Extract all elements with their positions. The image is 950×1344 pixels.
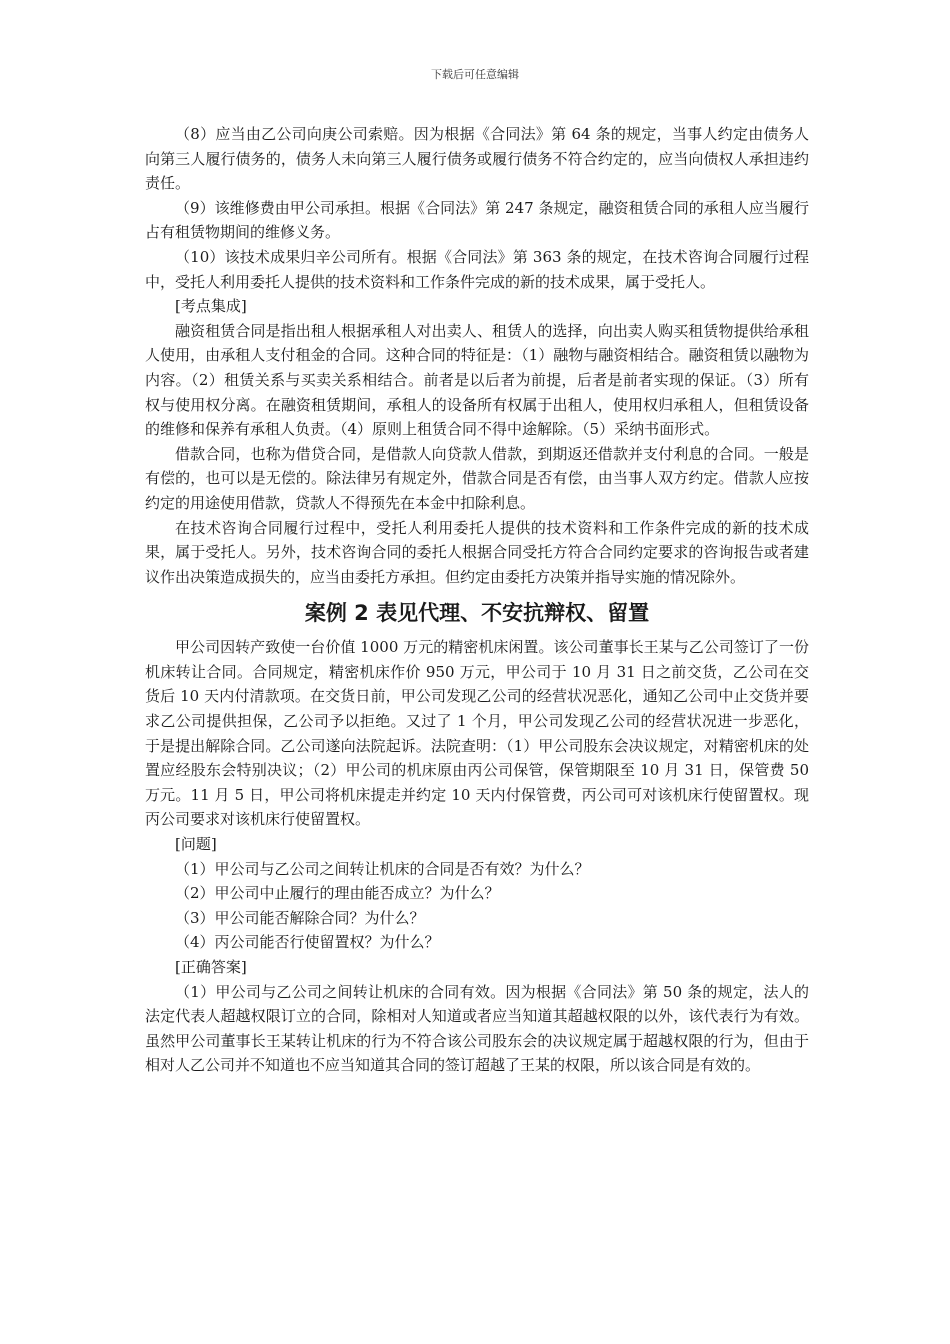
document-body: [145, 122, 809, 1078]
section-label: [问题]: [175, 835, 217, 854]
section-label: [正确答案]: [175, 958, 247, 976]
case-heading: 案例 2 表见代理、不安抗辩权、留置: [304, 601, 650, 626]
question-item: （4）丙公司能否行使留置权？为什么？: [175, 933, 440, 952]
paragraph: （9）该维修费由甲公司承担。根据《合同法》第 247 条规定，融资租赁合同的承租人应当履行占有租赁物期间的维修义务。: [145, 198, 809, 242]
paragraph: 在技术咨询合同履行过程中，受托人利用委托人提供的技术资料和工作条件完成的新的技术成果，属于受托人。另外，技术咨询合同的委托人根据合同受托方符合合同约定要求的咨询报告或者建议作出决策造成损失的，应当由委托方承担。但约定由委托方决策并指导实施的情况除外。: [145, 518, 809, 586]
question-item: （2）甲公司中止履行的理由能否成立？为什么？: [175, 884, 500, 903]
section-label: [考点集成]: [175, 297, 247, 316]
question-item: （3）甲公司能否解除合同？为什么？: [175, 908, 425, 927]
question-item: （1）甲公司与乙公司之间转让机床的合同是否有效？为什么？: [175, 859, 590, 878]
answer-paragraph: （1）甲公司与乙公司之间转让机床的合同有效。因为根据《合同法》第 50 条的规定，法人的法定代表人超越权限订立的合同，除相对人知道或者应当知道其超越权限的以外，该代表行为有效。虽然甲公司董事长王某转让机床的行为不符合该公司股东会的决议规定属于超越权限的行为，但由于相对人乙公司并不知道也不应当知道其合同的签订超越了王某的权限，所以该合同是有效的。: [145, 982, 809, 1075]
paragraph: 甲公司因转产致使一台价值 1000 万元的精密机床闲置。该公司董事长王某与乙公司签订了一份机床转让合同。合同规定，精密机床作价 950 万元，甲公司于 10 月 31 日之前交货，乙公司在交货后 10 天内付清款项。在交货日前，甲公司发现乙公司的经营状况恶化，通知乙公司中止交货并要求乙公司提供担保，乙公司予以拒绝。又过了 1 个月，甲公司发现乙公司的经营状况进一步恶化，于是提出解除合同。乙公司遂向法院起诉。法院查明：（1）甲公司股东会决议规定，对精密机床的处置应经股东会特别决议；（2）甲公司的机床原由丙公司保管，保管期限至 10 月 31 日，保管费 50 万元。11 月 5 日，甲公司将机床提走并约定 10 天内付保管费，丙公司可对该机床行使留置权。现丙公司要求对该机床行使留置权。: [145, 638, 809, 829]
paragraph: 借款合同，也称为借贷合同，是借款人向贷款人借款，到期返还借款并支付利息的合同。一般是有偿的，也可以是无偿的。除法律另有规定外，借款合同是否有偿，由当事人双方约定。借款人应按约定的用途使用借款，贷款人不得预先在本金中扣除利息。: [145, 444, 809, 512]
paragraph: 融资租赁合同是指出租人根据承租人对出卖人、租赁人的选择，向出卖人购买租赁物提供给承租人使用，由承租人支付租金的合同。这种合同的特征是：（1）融物与融资相结合。融资租赁以融物为内容。（2）租赁关系与买卖关系相结合。前者是以后者为前提，后者是前者实现的保证。（3）所有权与使用权分离。在融资租赁期间，承租人的设备所有权属于出租人，使用权归承租人，但租赁设备的维修和保养有承租人负责。（4）原则上租赁合同不得中途解除。（5）采纳书面形式。: [145, 321, 809, 439]
paragraph: （10）该技术成果归辛公司所有。根据《合同法》第 363 条的规定，在技术咨询合同履行过程中，受托人利用委托人提供的技术资料和工作条件完成的新的技术成果，属于受托人。: [145, 247, 809, 291]
paragraph: （8）应当由乙公司向庚公司索赔。因为根据《合同法》第 64 条的规定，当事人约定由债务人向第三人履行债务的，债务人未向第三人履行债务或履行债务不符合约定的，应当向债权人承担违约责任。: [145, 125, 809, 193]
page-header: 下载后可任意编辑: [431, 68, 519, 81]
